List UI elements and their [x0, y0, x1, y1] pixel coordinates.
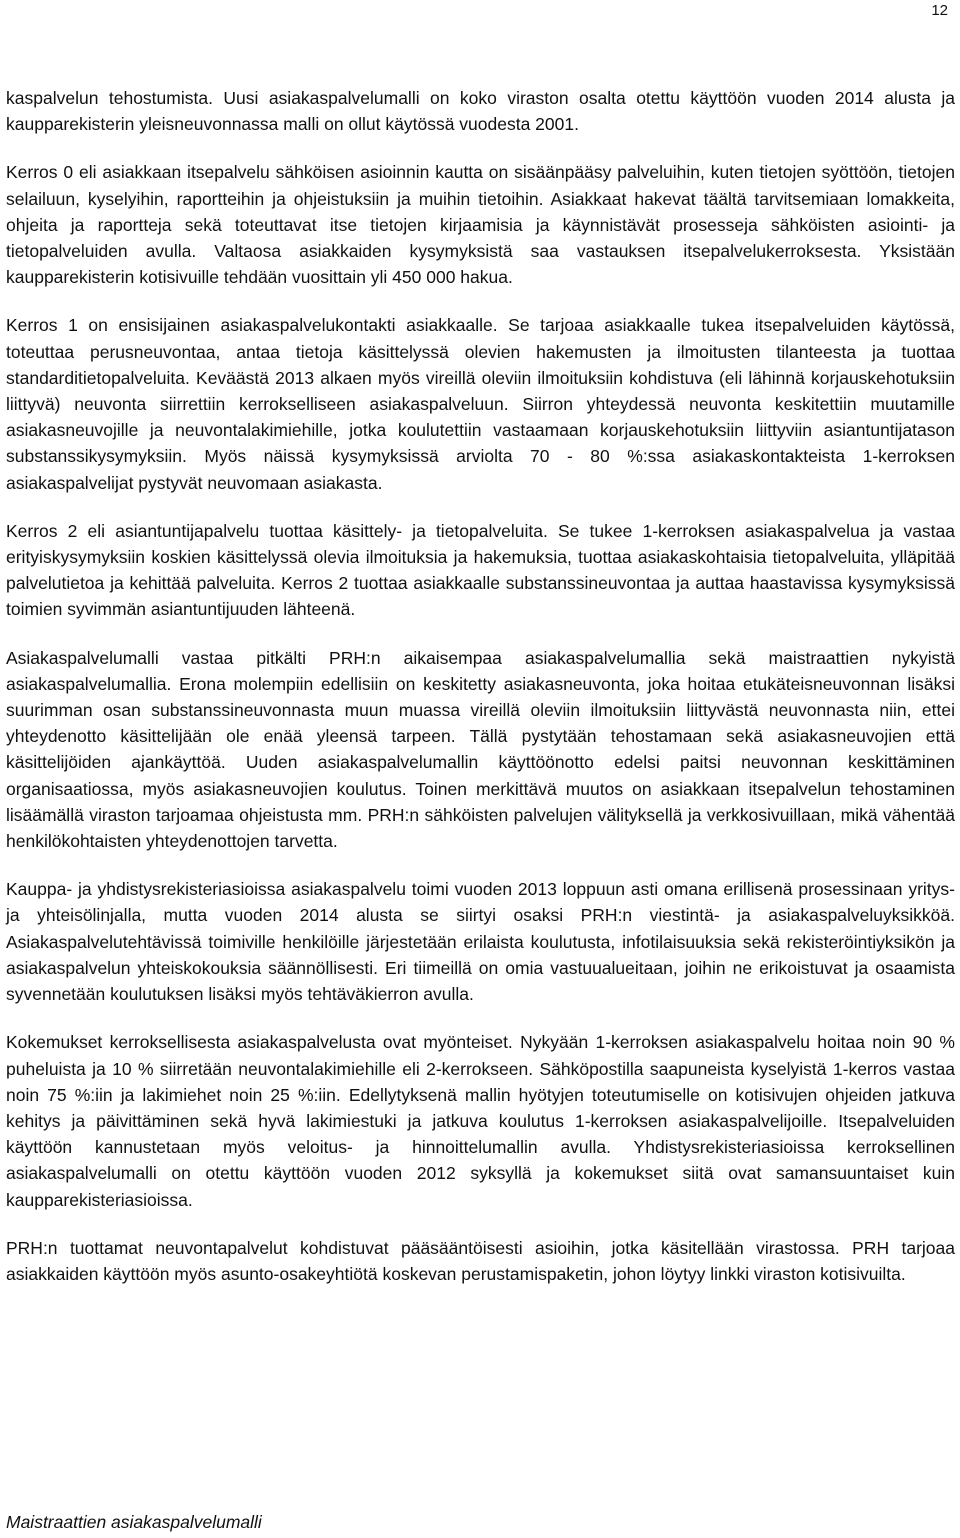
page-number: 12: [931, 2, 948, 19]
paragraph-organization: Kauppa- ja yhdistysrekisteriasioissa asiakaspalvelu toimi vuoden 2013 loppuun asti omana erillisenä prosessinaan yritys- ja yhteisölinjalla, mutta vuoden 2014 alusta se siirtyi osaksi PRH:n viestintä- ja asiakaspalveluyksikköä. Asiakaspalvelutehtävissä toimiville henkilöille järjestetään erilaista koulutusta, infotilaisuuksia sekä rekisteröintiyksikön ja asiakaspalvelun yhteiskokouksia säännöllisesti. Eri tiimeillä on omia vastuualueitaan, joihin ne erikoistuvat ja osaamista syvennetään koulutuksen lisäksi myös tehtäväkierron avulla.: [6, 879, 955, 1005]
paragraph-intro-continuation: kaspalvelun tehostumista. Uusi asiakaspalvelumalli on koko viraston osalta otettu käyttöön vuoden 2014 alusta ja kaupparekisterin yleisneuvonnassa malli on ollut käytössä vuodesta 2001.: [6, 88, 955, 135]
paragraph-layer-0: Kerros 0 eli asiakkaan itsepalvelu sähköisen asioinnin kautta on sisäänpääsy palveluihin, kuten tietojen syöttöön, tietojen selailuun, kyselyihin, raportteihin ja ohjeistuksiin ja muihin tietoihin. Asiakkaat hakevat täältä tarvitsemiaan lomakkeita, ohjeita ja raportteja sekä toteuttavat itse tietojen kirjaamisia ja käynnistävät prosesseja sähköisten asiointi- ja tietopalveluiden avulla. Valtaosa asiakkaiden kysymyksistä saa vastauksen itsepalvelukerroksesta. Yksistään kaupparekisterin kotisivuille tehdään vuosittain yli 450 000 hakua.: [6, 162, 955, 288]
body-text: [6, 85, 955, 1309]
paragraph-layer-2: Kerros 2 eli asiantuntijapalvelu tuottaa käsittely- ja tietopalveluita. Se tukee 1-kerroksen asiakaspalvelua ja vastaa erityiskysymyksiin koskien käsittelyssä olevia ilmoituksia ja hakemuksia, tuottaa asiakaskohtaisia tietopalveluita, ylläpitää palvelutietoa ja kehittää palveluita. Kerros 2 tuottaa asiakkaalle substanssineuvontaa ja auttaa haastavissa kysymyksissä toimien syvimmän asiantuntijuuden lähteenä.: [6, 520, 955, 620]
paragraph-prh-services: PRH:n tuottamat neuvontapalvelut kohdistuvat pääsääntöisesti asioihin, jotka käsitellään virastossa. PRH tarjoaa asiakkaiden käyttöön myös asunto-osakeyhtiötä koskevan perustamispaketin, johon löytyy linkki viraston kotisivuilta.: [6, 1237, 955, 1284]
paragraph-experiences: Kokemukset kerroksellisesta asiakaspalvelusta ovat myönteiset. Nykyään 1-kerroksen asiakaspalvelu hoitaa noin 90 % puheluista ja 10 % siirretään neuvontalakimiehille eli 2-kerrokseen. Sähköpostilla saapuneista kyselyistä 1-kerros vastaa noin 75 %:iin ja lakimiehet noin 25 %:iin. Edellytyksenä mallin hyötyjen toteutumiselle on kotisivujen ohjeiden jatkuva kehitys ja päivittäminen sekä hyvä lakimiestuki ja jatkuva koulutus 1-kerroksen asiakaspalvelijoille. Itsepalveluiden käyttöön kannustetaan myös veloitus- ja hinnoittelumallin avulla. Yhdistysrekisteriasioissa kerroksellinen asiakaspalvelumalli on otettu käyttöön vuoden 2012 syksyllä ja kokemukset siitä ovat samansuuntaiset kuin kaupparekisteriasioissa.: [6, 1032, 955, 1210]
paragraph-layer-1: Kerros 1 on ensisijainen asiakaspalvelukontakti asiakkaalle. Se tarjoaa asiakkaalle tukea itsepalveluiden käytössä, toteuttaa perusneuvontaa, antaa tietoja käsittelyssä olevien hakemusten ja ilmoitusten tilanteesta ja tuottaa standarditietopalveluita. Keväästä 2013 alkaen myös vireillä oleviin ilmoituksiin kohdistuva (eli lähinnä korjauskehotuksiin liittyvä) neuvonta siirrettiin kerrokselliseen asiakaspalveluun. Siirron yhteydessä neuvonta keskitettiin muutamille asiakasneuvojille ja neuvontalakimiehille, jotka koulutettiin vastaamaan korjauskehotuksiin liittyviin asiantuntijatason substanssikysymyksiin. Myös näissä kysymyksissä arviolta 70 - 80 %:ssa asiakaskontakteista 1-kerroksen asiakaspalvelijat pystyvät neuvomaan asiakasta.: [6, 315, 955, 493]
paragraph-model-comparison: Asiakaspalvelumalli vastaa pitkälti PRH:n aikaisempaa asiakaspalvelumallia sekä maistraattien nykyistä asiakaspalvelumallia. Erona molempiin edellisiin on keskitetty asiakasneuvonta, joka hoitaa etukäteisneuvonnan lisäksi suurimman osan substanssineuvonnasta muun muassa vireillä oleviin ilmoituksiin liittyvästä neuvonnasta niin, ettei yhteydenotto käsittelijään ole enää yleensä tarpeen. Tällä pystytään tehostamaan sekä asiakasneuvojien että käsittelijöiden ajankäyttöä. Uuden asiakaspalvelumallin käyttöönotto edelsi paitsi neuvonnan keskittäminen organisaatiossa, myös asiakasneuvojien koulutus. Toinen merkittävä muutos on asiakkaan itsepalvelun tehostaminen lisäämällä viraston tarjoamaa ohjeistusta mm. PRH:n sähköisten palvelujen välityksellä ja verkkosivuillaan, mikä vähentää henkilökohtaisten yhteydenottojen tarvetta.: [6, 647, 955, 852]
section-heading: Maistraattien asiakaspalvelumalli: [6, 1512, 262, 1532]
